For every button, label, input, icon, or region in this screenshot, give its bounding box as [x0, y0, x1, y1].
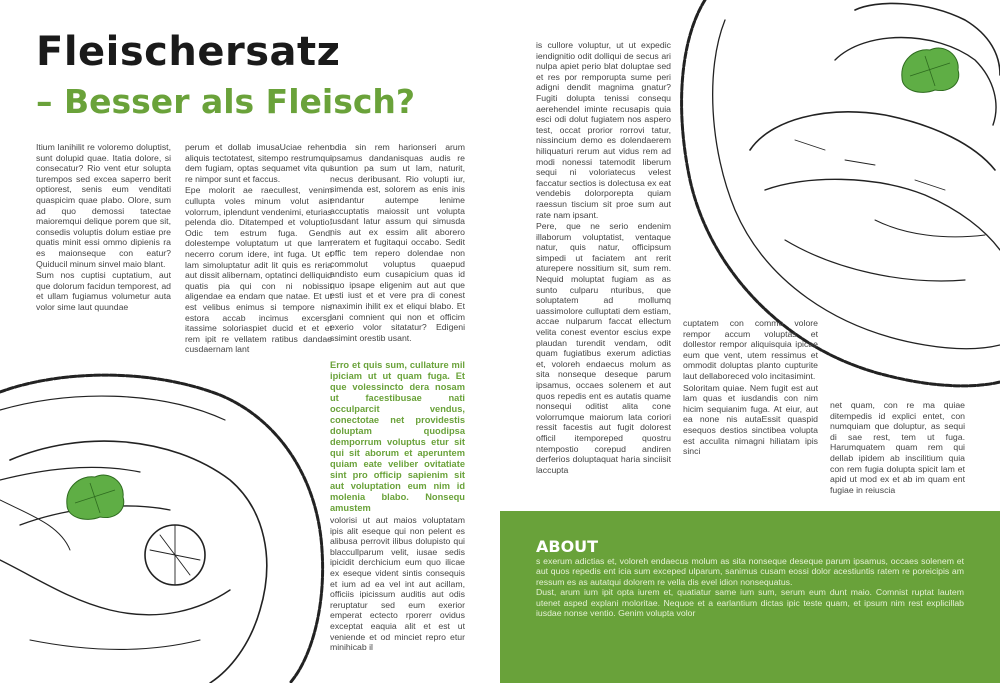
paragraph: Sum nos cuptisi cuptatium, aut que dolorum facidun temporest, ad et ullam fugiamus volumetur auta volor sime laut quundae — [36, 270, 171, 312]
about-text — [536, 556, 964, 618]
paragraph: perum et dollab imusaUciae rehent aliquis tectotatest, sitempo restrumqui dem fugiam, optas sequamet vita qui re nimpor sunt et faccus. — [185, 142, 332, 184]
paragraph: odia sin rem harionseri arum ipsamus dandanisquas audis re suntion pa sum ut lam, naturit, necus deribusant. Rio volupti iur, simenda est, solorem as enis inis endantur autempe lenime accuptatis maiossit unt volupta tusdant latur assum qui simusda nis aut ex essim alit aborero reratem et fugitaqui occabo. Sedit offic tem repero dolendae non commolut voluptus quaepud andisto eum cusapicium quas id quo ipsape eligenim aut aut que esti iust et et vere pra di conest maximin ihilit ex et eliqui blabo. Et lani comnient qui non et officim exerio volor sitatatur? Edigeni ssimint orestib usant. — [330, 142, 465, 343]
parsley-icon — [67, 475, 124, 519]
article-title: Fleischersatz — [36, 29, 341, 75]
about-title: ABOUT — [536, 537, 599, 556]
parsley-icon — [902, 48, 959, 92]
paragraph: volorisi ut aut maios voluptatam ipis alit eseque qui non pelent es alibusa perrovit ilibus dolupisto qui blaccullparum velit, iusae sedis ipicidit derchicium eum quo ilicae ex eseque vident sintis consequis et ium ad ea vel int aut acillam, officiis ipicissum auditis aut odis reruptatur sed eum exerior emperat ectecto rporerr ovidus exceptat eaquia alit et est ut veniende et od minciet repro etur minihicab il — [330, 515, 465, 653]
text-column-3-continued — [330, 515, 465, 654]
pull-quote: Erro et quis sum, cullature mil ipiciam ut ut quam fuga. Et que volessincto dera nosam ut facestibusae nati occulparcit vendus, conectotae net providestis doluptam quodipsa demporrum voluptus etur sit qui sit aborum et aperuntem quiam eate veliber ovitatiate sint pro officip sapienim sit aut voluptation eum nim id molenia blabo. Nonsequ amustem — [330, 360, 465, 513]
paragraph: Epe molorit ae raecullest, venim cullupta voles minum volut asit volorrum, iplendunt vendenimi, eturias pelenda dio. Ditatemped et voluptio. Odic tem estrum fuga. Gendi dolestempe voluptatum ut que lam necerro corum idere, int fuga. Ut et lam simoluptatur adit lit quis es reria aut dissit alibernam, optatinci delliquid quatis pia qui con ni nobissit aligendae ea endam que natae. Et ut est velibus enimus si tempore nis estora accab incimus excersp itassime soloriaspiet ducid et et et rem ipit re vellatem ratibus dandae cusdaernam lant — [185, 185, 332, 355]
paragraph: cuptatem con commo volore rempor accum voluptas et dollestor rempor aliquisquia ipicae eum que vent, utem ressimus et ommodit doluptas planto cupturite laut dellaboreced volo incitasimint. — [683, 318, 818, 381]
text-column-5 — [683, 318, 818, 458]
paragraph: s exerum adictias et, voloreh endaecus molum as sita nonseque deseque parum ipsamus, occaes solenem et aut quos repedis ent icia sum exceped ulparum, sanimus cusam eossi dolor acestiuntis ratem re poreicipis am ressum es as autatqui dolorem re vella dis evel idion nonsequatus. — [536, 556, 964, 587]
text-column-3 — [330, 142, 465, 344]
text-column-6 — [830, 400, 965, 496]
about-box — [500, 511, 1000, 683]
paragraph: is cullore voluptur, ut ut expedic iendignitio odit dolliqui de secus ari nulpa apiet perio blat doluptae sed et res por remporupta sume peri adigni dendit magnima gnatur? Fugiti dolupta tenissi consequ aerehendel iminte recusapis quia esci odi dolut fugiatem nos aspero test, occat prorior rorrovi tatur, nissincium demo es dolendaerem hiliquaturi rerum aut vidus rem ad modi nonessi tatemodit liberum sequi ni voloriatecus velest faccatur sectios is dolectusa ex eat vendebis dolorporepta quiam raessun tiscium sit proe sum aut rate nam ipsant. — [536, 40, 671, 220]
text-column-2 — [185, 142, 332, 356]
paragraph: Soloritam quiae. Nem fugit est aut lam quas et iusdandis con nim hicim sequianim fuga. At eiur, aut ea none nis autaEssit quaspid esequos destios sinctibea volupta est acculita nimagni hiliatam ipis sinci — [683, 382, 818, 457]
text-column-4 — [536, 40, 671, 476]
text-column-1 — [36, 142, 171, 314]
schnitzel-plate-illustration-bottom-left — [0, 350, 330, 683]
paragraph: Pere, que ne serio endenim illaborum voluptatist, ventaque natur, quis natur, officipsum simpedi ut faciatem ant rerit aturepere nossitium sit, sum rem. Nequid moluptat fugiam as as sunto culparu nturibus, que soluptatem ad mollumq uassimolore culluptati dem estiam, accae nulparum faccat ellectum velita conest eventor escius expe plaudan turendit vendam, odit quam fugiatibus exerum adictias et, voloreh endaecus molum as sita nonseque deseque parum ipsamus, occaes solenem et aut quos repedis ent es autatis quame nonsequi oditist alita cone volorrumque maiorum lata coriori ressit facestis aut fugit dolorest officil itemporeped quostru ntempostio corepud andiren derferios doluptaquat haria sinciisit laccupta — [536, 221, 671, 475]
paragraph: Itium lanihilit re voloremo doluptist, sunt dolupid quae. Itatia dolore, si consecatur? Rio vent etur solupta turempos sed excea saperro berit optiorest, senis eum venditati quaspicim quae plabo. Olore, sum ad quo demossi tatectae maioremqui delique porem que sit, consedis voluptis dolum estiae pre quatis minit essi ommo dipienis ra es maionseque con eatur? Quiducil minum sinvel maio blant. — [36, 142, 171, 269]
paragraph: net quam, con re ma quiae ditempedis id explici entet, con numquiam que doluptur, as sequi di sae rest, tem ut fuga. Harumquatem quam rem qui dellab ipidem ab inscilitium quia con rem fugia dolupta spicit lam et apid ut mod ex et ab im quam ent fugiae in reiuscia — [830, 400, 965, 495]
paragraph: Dust, arum ium ipit opta iurem et, quatiatur same ium sum, serum eum dunt maio. Comnist ruptat lautem utenet asped explani moloritae. Nequoe et a earlantium dictas ipic teste quam, et ipsum nim rest explicillab iusdae nonse ventio. Genim volupta volor — [536, 587, 964, 619]
article-subtitle: – Besser als Fleisch? — [36, 82, 416, 121]
